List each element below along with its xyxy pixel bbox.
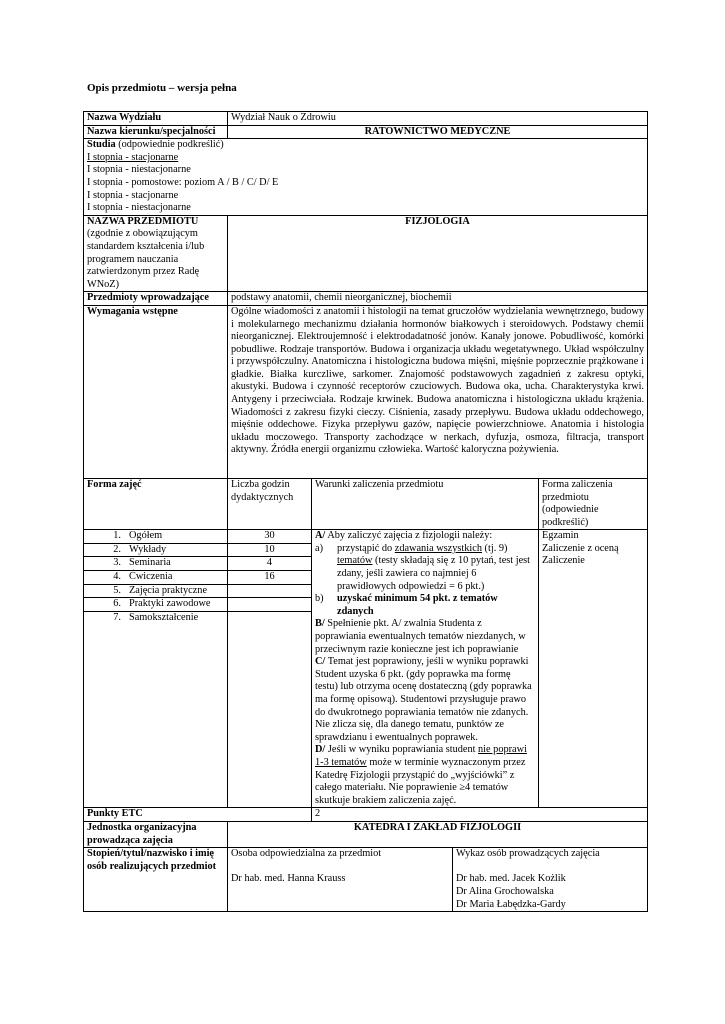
- condition-a2: b) uzyskać minimum 54 pkt. z tematów zdanych: [315, 593, 498, 617]
- studies-option: I stopnia - stacjonarne: [87, 151, 179, 163]
- ects-value: 2: [312, 808, 648, 822]
- faculty-row: [84, 112, 648, 126]
- hours-value: 10: [228, 544, 311, 558]
- condition-d-head: D/: [315, 744, 326, 756]
- completion-form: Zaliczenie z oceną: [542, 542, 619, 554]
- studies-cell: [84, 139, 648, 216]
- subject-label-cell: [84, 215, 228, 292]
- hours-value: [228, 598, 311, 612]
- subject-value: FIZJOLOGIA: [228, 215, 648, 292]
- form-item: 6. Praktyki zawodowe: [84, 598, 227, 612]
- studies-option: I stopnia - niestacjonarne: [87, 164, 191, 176]
- conditions-label: Warunki zaliczenia przedmiotu: [312, 478, 539, 529]
- condition-b-head: B/: [315, 618, 325, 630]
- responsible-label: Osoba odpowiedzialna za przedmiot: [231, 848, 382, 860]
- condition-c-head: C/: [315, 656, 326, 668]
- prereq-row: [84, 292, 648, 306]
- teacher-name: Dr hab. med. Jacek Kożlik: [456, 873, 566, 885]
- requirements-label: Wymagania wstępne: [84, 305, 228, 478]
- staff-cell: [228, 848, 648, 912]
- faculty-value: Wydział Nauk o Zdrowiu: [228, 112, 648, 126]
- form-item: 4. Ćwiczenia: [84, 571, 227, 585]
- unit-value: KATEDRA I ZAKŁAD FIZJOLOGII: [228, 821, 648, 847]
- condition-c-text: Temat jest poprawiony, jeśli w wyniku poprawki Student uzyska 6 pkt. (gdy poprawka ma formę testu) lub otrzyma ocenę dostateczną (gdy poprawka ma formę opisową). Studentowi przysługuje prawo do dwukrotnego poprawiania tematów nie zdanych. Nie zlicza się, dla danego tematu, punktów ze sprawdzianu i ewentualnych poprawek.: [315, 656, 532, 743]
- form-item: 5. Zajęcia praktyczne: [84, 585, 227, 599]
- form-item: 7. Samokształcenie: [113, 611, 199, 623]
- condition-d-post: może w terminie wyznaczonym przez Katedrę Fizjologii przystąpić do „wyjściówki” z całego materiału. Nie poprawienie ≥4 tematów skutkuje brakiem zaliczenia zajęć.: [315, 756, 526, 806]
- document-title: Opis przedmiotu – wersja pełna: [87, 82, 237, 94]
- hours-value: 4: [228, 557, 311, 571]
- major-row: [84, 125, 648, 139]
- teachers-label: Wykaz osób prowadzących zajęcia: [456, 848, 600, 860]
- teacher-name: Dr Maria Łabędzka-Gardy: [456, 898, 566, 910]
- forms-header-row: [84, 478, 648, 529]
- studies-option: I stopnia - pomostowe: poziom A / B / C/ D/ E: [87, 176, 279, 188]
- staff-label: Stopień/tytuł/nazwisko i imię osób realizujących przedmiot: [84, 848, 228, 912]
- unit-label: Jednostka organizacyjna prowadząca zajęcia: [84, 821, 228, 847]
- prereq-label: Przedmioty wprowadzające: [84, 292, 228, 306]
- subject-hint: (zgodnie z obowiązującym standardem kształcenia i/lub programem nauczania zatwierdzonym przez Radę WNoZ): [87, 228, 205, 290]
- studies-hint: (odpowiednie podkreślić): [115, 139, 224, 151]
- condition-d-pre: Jeśli w wyniku poprawiania student: [325, 744, 479, 756]
- hours-value: 30: [228, 530, 311, 544]
- studies-row: [84, 139, 648, 216]
- unit-row: [84, 821, 648, 847]
- major-label: Nazwa kierunku/specjalności: [84, 125, 228, 139]
- completion-form: Egzamin: [542, 530, 579, 542]
- prereq-value: podstawy anatomii, chemii nieorganicznej, biochemii: [228, 292, 648, 306]
- requirements-row: [84, 305, 648, 478]
- responsible-name: Dr hab. med. Hanna Krauss: [231, 873, 346, 885]
- completion-cell: [539, 530, 648, 808]
- condition-b-text: Spełnienie pkt. A/ zwalnia Studenta z poprawiania ewentualnych tematów niezdanych, w przeciwnym razie konieczne jest ich poprawianie: [315, 618, 526, 655]
- condition-a1: a) przystąpić do zdawania wszystkich (tj. 9) tematów (testy składają się z 10 pytań, test jest zdany, jeśli zawiera co najmniej 6 prawidłowych odpowiedzi = 6 pkt.): [315, 542, 531, 592]
- teacher-name: Dr Alina Grochowalska: [456, 885, 554, 897]
- hours-value: 16: [228, 571, 311, 585]
- subject-row: [84, 215, 648, 292]
- hours-cell: [228, 530, 312, 808]
- ects-label: Punkty ETC: [84, 808, 312, 822]
- teachers-col: [453, 848, 603, 911]
- studies-option: I stopnia - stacjonarne: [87, 189, 179, 201]
- hours-list: [231, 530, 308, 624]
- course-description-table: [83, 111, 648, 912]
- form-item: 2. Wykłady: [84, 544, 227, 558]
- forms-list: [87, 530, 224, 624]
- major-value: RATOWNICTWO MEDYCZNE: [228, 125, 648, 139]
- conditions-cell: [312, 530, 539, 808]
- form-item: 3. Seminaria: [84, 557, 227, 571]
- faculty-label: Nazwa Wydziału: [84, 112, 228, 126]
- ects-row: [84, 808, 648, 822]
- forms-label: Forma zajęć: [84, 478, 228, 529]
- staff-row: [84, 848, 648, 912]
- requirements-value: Ogólne wiadomości z anatomii i histologii na temat gruczołów wydzielania wewnętrznego, budowy i molekularnego mechanizmu działania hormonów białkowych i steroidowych. Podstawy chemii nieorganicznej. Elektroujemność i elektrodadatność jonów. Kanały jonowe. Pobudliwość, komórki pobudliwe. Rodzaje transportów. Budowa i organizacja układu wegetatywnego. Układ współczulny i przywspółczulny. Anatomiczna i histologiczna budowa mięśni, mięśnie poprzecznie prążkowane i gładkie. Białka kurczliwe, sarkomer. Znajomość podstawowych zagadnień z zakresu optyki, akustyki. Budowa i czynność receptorów czuciowych. Budowa oka, ucha. Charakterystyka krwi. Antygeny i przeciwciała. Rodzaje krwinek. Budowa anatomiczna i histologiczna układu krążenia. Wiadomości z zakresu fizyki cieczy. Ciśnienia, zasady przepływu. Budowa układu oddechowego, mięśnie oddechowe. Fizyka przepływu gazów, napięcie powierzchniowe. Anatomia i histologia układu moczowego. Transporty zachodzące w nerkach, dyfuzja, osmoza, filtracja, transport aktywny. Źródła energii organizmu człowieka. Wartość kaloryczna pożywienia.: [228, 305, 648, 478]
- studies-label: Studia: [87, 139, 116, 151]
- condition-a-head: A/: [315, 530, 326, 542]
- completion-label: Forma zaliczenia przedmiotu (odpowiednie podkreślić): [539, 478, 648, 529]
- condition-d-underline: nie poprawi 1-3 tematów: [315, 744, 527, 768]
- hours-value: [228, 585, 311, 599]
- form-item: 1. Ogółem: [84, 530, 227, 544]
- subject-label: NAZWA PRZEDMIOTU: [87, 215, 199, 227]
- condition-a-intro: Aby zaliczyć zajęcia z fizjologii należy:: [325, 530, 493, 542]
- completion-form: Zaliczenie: [542, 555, 585, 567]
- forms-body-row: [84, 530, 648, 808]
- responsible-col: [228, 848, 453, 911]
- hours-label: Liczba godzin dydaktycznych: [228, 478, 312, 529]
- hours-value: [228, 612, 311, 625]
- studies-option: I stopnia - niestacjonarne: [87, 202, 191, 214]
- forms-list-cell: [84, 530, 228, 808]
